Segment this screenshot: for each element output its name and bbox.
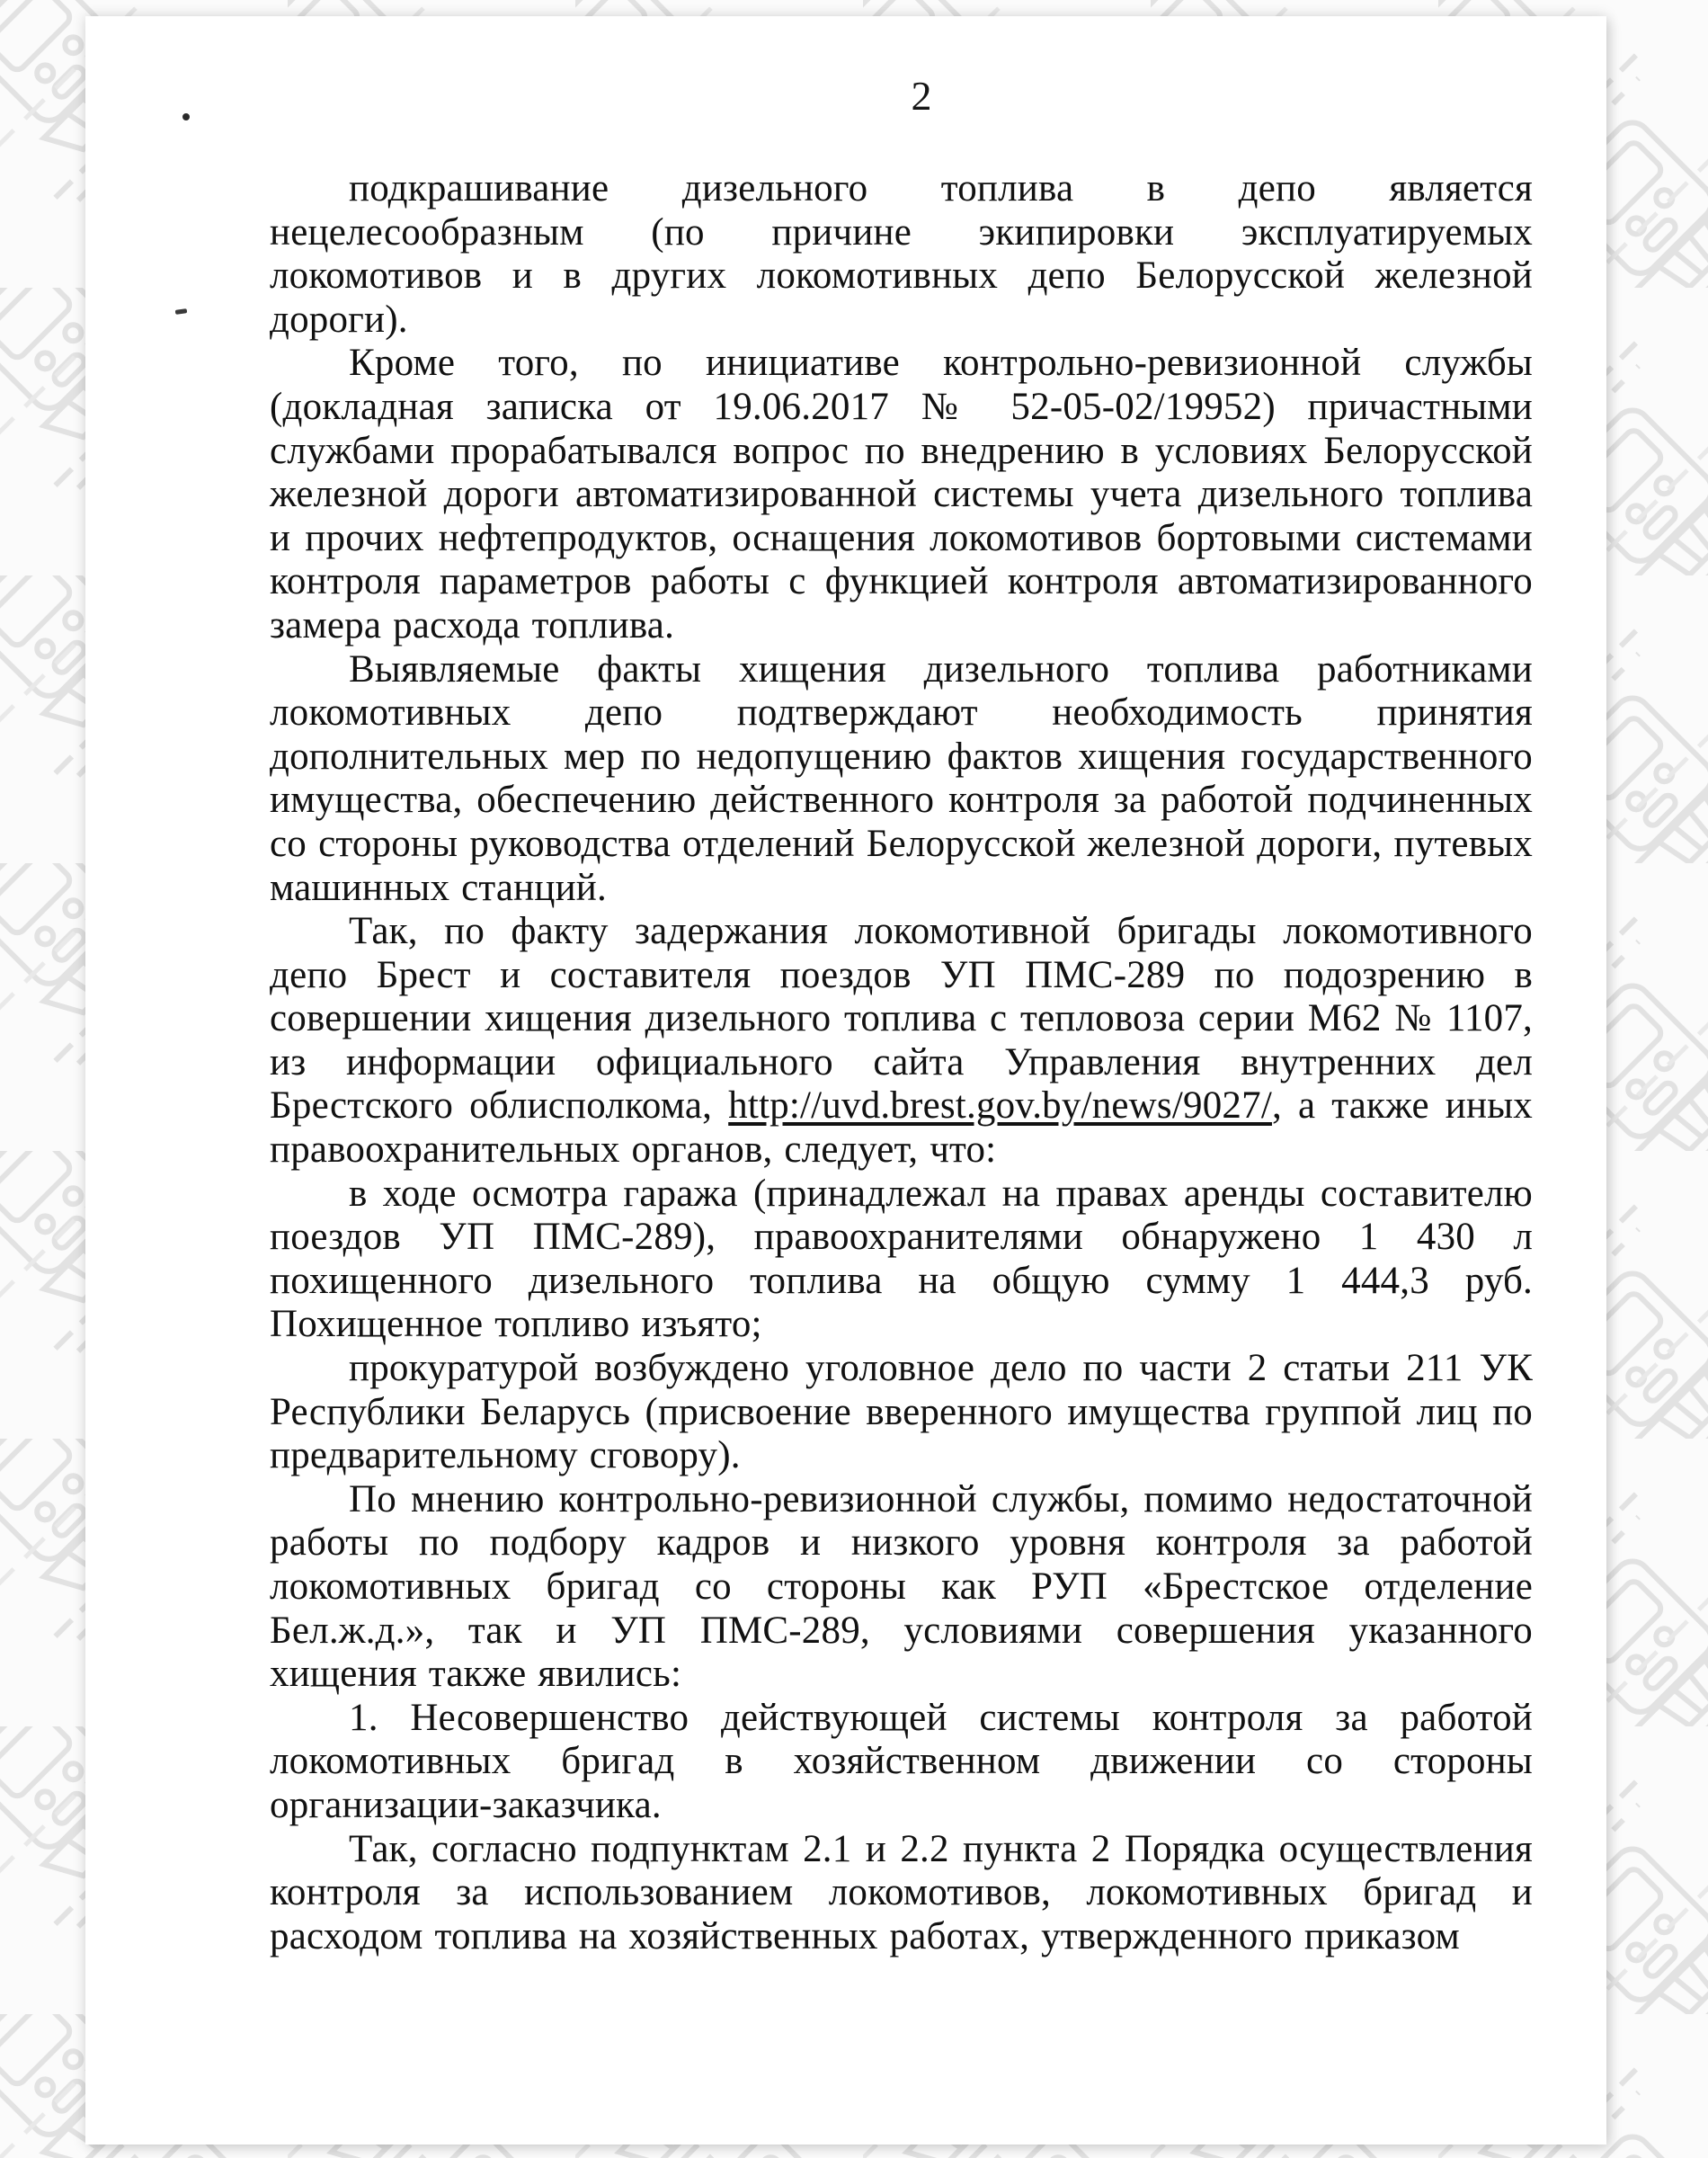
paragraph-fuel-dyeing: подкрашивание дизельного топлива в депо является нецелесообразным (по причине экипировки эксплуатируемых локомотивов и в других локомотивных депо Белорусской железной дороги).	[270, 167, 1533, 341]
paragraph-brest-case-before: Так, по факту задержания локомотивной бригады локомотивного депо Брест и составителя поездов УП ПМС-289 по подозрению в совершении хищения дизельного топлива с тепловоза серии М62 № 1107, из информации официального сайта Управления внутренних дел Брестского облисполкома,	[270, 910, 1533, 1128]
page-number: 2	[911, 73, 932, 119]
scan-artifact-dash	[175, 308, 188, 315]
document-text-block	[270, 167, 1533, 1958]
uvd-brest-link: http://uvd.brest.gov.by/news/9027/	[728, 1084, 1272, 1128]
paragraph-theft-facts: Выявляемые факты хищения дизельного топлива работниками локомотивных депо подтверждают необходимость принятия дополнительных мер по недопущению фактов хищения государственного имущества, обеспечению действенного контроля за работой подчиненных со стороны руководства отделений Белорусской железной дороги, путевых машинных станций.	[270, 647, 1533, 909]
scan-artifact-dot	[182, 113, 190, 120]
paragraph-control-procedure: Так, согласно подпунктам 2.1 и 2.2 пункта 2 Порядка осуществления контроля за использованием локомотивов, локомотивных бригад и расходом топлива на хозяйственных работах, утвержденного приказом	[270, 1827, 1533, 1957]
paragraph-condition-1: 1. Несовершенство действующей системы контроля за работой локомотивных бригад в хозяйственном движении со стороны организации-заказчика.	[270, 1696, 1533, 1826]
paragraph-brest-case	[270, 910, 1533, 1173]
paragraph-audit-opinion: По мнению контрольно-ревизионной службы, помимо недостаточной работы по подбору кадров и низкого уровня контроля за работой локомотивных бригад со стороны как РУП «Брестское отделение Бел.ж.д.», так и УП ПМС-289, условиями совершения указанного хищения также явились:	[270, 1477, 1533, 1696]
paragraph-brest-case-after: , а также иных правоохранительных органов, следует, что:	[270, 1084, 1534, 1172]
paragraph-criminal-case: прокуратурой возбуждено уголовное дело по части 2 статьи 211 УК Республики Беларусь (присвоение вверенного имущества группой лиц по предварительному сговору).	[270, 1347, 1533, 1477]
document-page	[85, 16, 1606, 2145]
paragraph-garage-inspection: в ходе осмотра гаража (принадлежал на правах аренды составителю поездов УП ПМС-289), правоохранителями обнаружено 1 430 л похищенного дизельного топлива на общую сумму 1 444,3 руб. Похищенное топливо изъято;	[270, 1172, 1533, 1346]
paragraph-audit-initiative: Кроме того, по инициативе контрольно-ревизионной службы (докладная записка от 19.06.2017 № 52-05-02/19952) причастными службами прорабатывался вопрос по внедрению в условиях Белорусской железной дороги автоматизированной системы учета дизельного топлива и прочих нефтепродуктов, оснащения локомотивов бортовыми системами контроля параметров работы с функцией контроля автоматизированного замера расхода топлива.	[270, 342, 1533, 647]
